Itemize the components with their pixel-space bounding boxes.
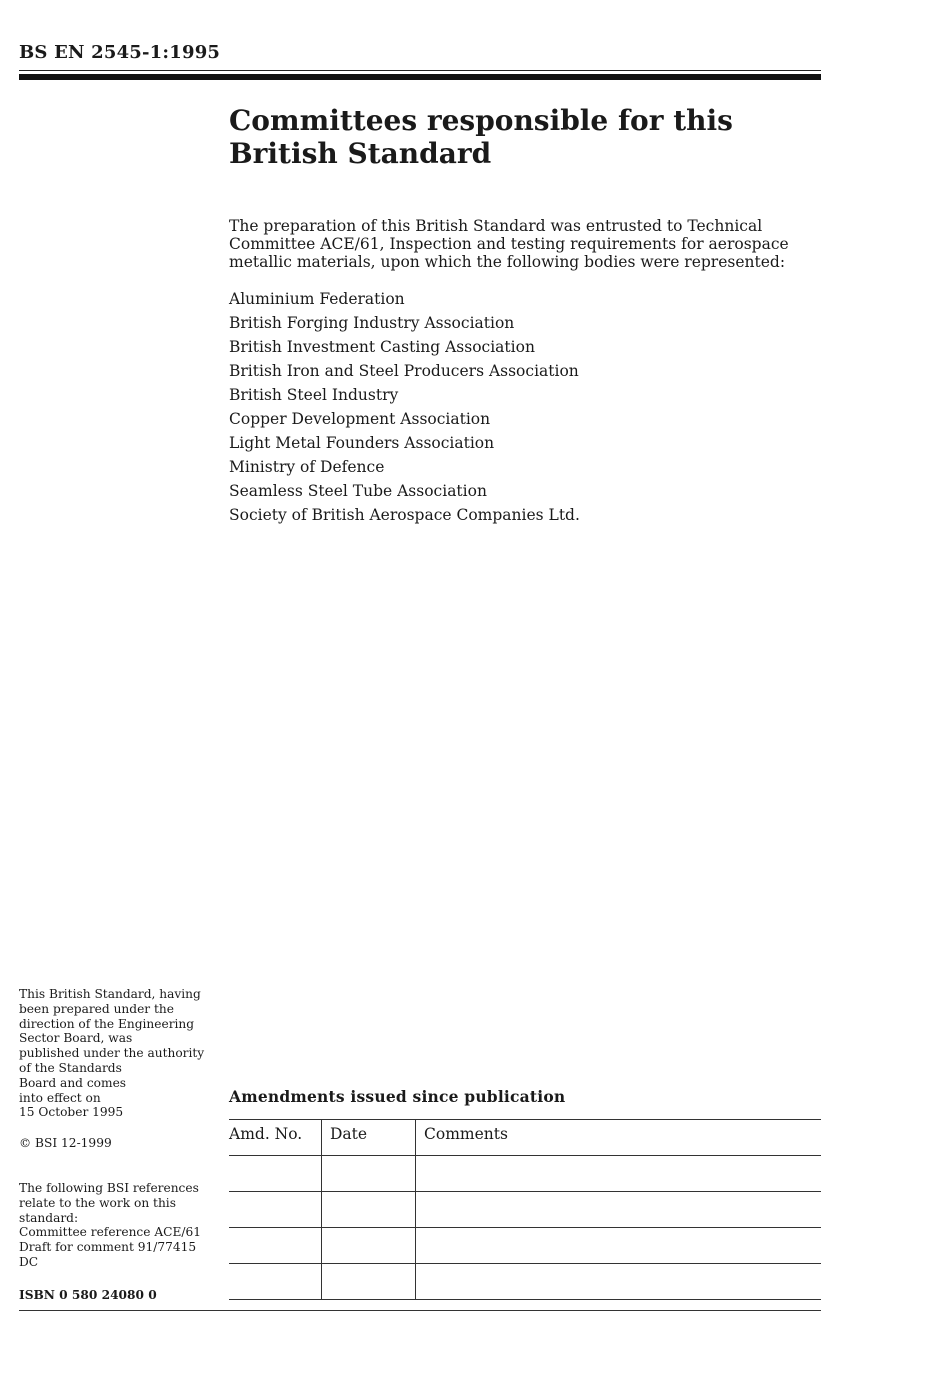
list-item: Copper Development Association: [229, 410, 491, 428]
table-cell: [229, 1192, 322, 1228]
table-cell: [416, 1192, 822, 1228]
table-header-row: [229, 1120, 821, 1156]
list-item: Light Metal Founders Association: [229, 434, 495, 452]
header-rule-thin: [19, 70, 821, 71]
publication-line: into effect on: [19, 1090, 101, 1105]
copyright-notice: © BSI 12-1999: [19, 1136, 112, 1150]
column-header-date: Date: [322, 1120, 416, 1156]
table-row: [229, 1192, 821, 1228]
reference-line: Committee reference ACE/61: [19, 1225, 201, 1240]
publication-line: 15 October 1995: [19, 1105, 124, 1120]
reference-line: relate to the work on this: [19, 1195, 176, 1210]
list-item: Ministry of Defence: [229, 458, 385, 476]
footer-rule: [19, 1310, 821, 1311]
table-cell: [322, 1228, 416, 1264]
standard-number: BS EN 2545-1:1995: [19, 42, 221, 63]
publication-line: Board and comes: [19, 1075, 127, 1090]
table-cell: [416, 1156, 822, 1192]
publication-line: This British Standard, having: [19, 987, 201, 1001]
column-header-amd-no: Amd. No.: [229, 1120, 322, 1156]
list-item: British Iron and Steel Producers Association: [229, 362, 579, 380]
table-cell: [322, 1156, 416, 1192]
represented-bodies-list: [229, 289, 580, 529]
publication-line: Sector Board, was: [19, 1031, 133, 1046]
reference-line: The following BSI references: [19, 1181, 199, 1195]
column-header-comments: Comments: [416, 1120, 822, 1156]
publication-line: been prepared under the: [19, 1001, 174, 1016]
table-cell: [229, 1228, 322, 1264]
publication-line: published under the authority: [19, 1046, 205, 1061]
reference-line: standard:: [19, 1210, 79, 1225]
list-item: Seamless Steel Tube Association: [229, 482, 487, 500]
list-item: Aluminium Federation: [229, 290, 405, 308]
intro-paragraph: The preparation of this British Standard was entrusted to Technical Committee ACE/61, Inspection and testing requirements for aerospace metallic materials, upon which the following bodies were represented:: [229, 217, 789, 271]
amendments-table: [229, 1119, 821, 1300]
table-cell: [229, 1264, 322, 1300]
table-cell: [229, 1156, 322, 1192]
title-line-1: Committees responsible for this: [229, 104, 733, 137]
page-title: [229, 104, 829, 170]
header-rule-thick: [19, 74, 821, 80]
table-cell: [416, 1264, 822, 1300]
bsi-references: [19, 1181, 219, 1270]
list-item: British Forging Industry Association: [229, 314, 515, 332]
list-item: British Investment Casting Association: [229, 338, 535, 356]
reference-line: Draft for comment 91/77415 DC: [19, 1240, 197, 1269]
table-cell: [416, 1228, 822, 1264]
amendments-heading: Amendments issued since publication: [229, 1087, 566, 1106]
list-item: Society of British Aerospace Companies Ltd.: [229, 506, 580, 524]
isbn: ISBN 0 580 24080 0: [19, 1288, 157, 1302]
publication-note: [19, 987, 219, 1120]
list-item: British Steel Industry: [229, 386, 399, 404]
table-row: [229, 1228, 821, 1264]
table-cell: [322, 1264, 416, 1300]
publication-line: direction of the Engineering: [19, 1016, 195, 1031]
table-row: [229, 1156, 821, 1192]
publication-line: of the Standards: [19, 1060, 122, 1075]
table-cell: [322, 1192, 416, 1228]
table-row: [229, 1264, 821, 1300]
title-line-2: British Standard: [229, 137, 492, 170]
